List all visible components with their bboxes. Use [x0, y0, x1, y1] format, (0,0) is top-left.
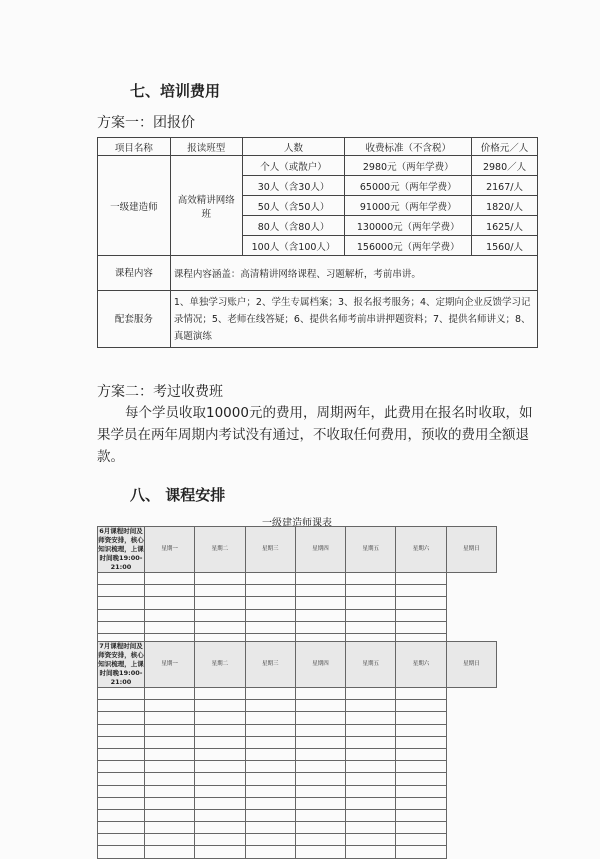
service-label: 配套服务 — [98, 291, 171, 348]
schedule-cell — [145, 809, 195, 821]
schedule-cell — [98, 846, 145, 858]
schedule-title: 一级建造师课表 — [262, 518, 332, 529]
section-8-title: 八、 课程安排 — [130, 486, 226, 504]
schedule-cell — [245, 688, 295, 700]
day-header: 星期六 — [396, 527, 446, 573]
schedule-cell — [295, 724, 345, 736]
schedule-cell — [195, 785, 245, 797]
table-row — [98, 773, 497, 785]
schedule-cell — [195, 846, 245, 858]
schedule-cell — [98, 785, 145, 797]
schedule-cell — [245, 809, 295, 821]
schedule-cell — [396, 585, 446, 597]
schedule-cell — [145, 773, 195, 785]
course-content-row — [98, 256, 538, 291]
table-row — [98, 573, 497, 585]
table-row — [98, 761, 497, 773]
schedule-cell — [396, 846, 446, 858]
fee-standard: 2980元（两年学费） — [345, 156, 472, 176]
schedule-cell — [145, 761, 195, 773]
schedule-cell — [145, 724, 195, 736]
schedule-cell — [346, 809, 396, 821]
project-name: 一级建造师 — [98, 156, 171, 256]
schedule-cell — [245, 621, 295, 633]
day-header: 星期四 — [295, 642, 345, 688]
unit-price: 1820/人 — [472, 196, 538, 216]
header-people: 人数 — [242, 138, 345, 156]
table-row — [98, 700, 497, 712]
schedule-cell — [98, 688, 145, 700]
schedule-cell — [195, 621, 245, 633]
section-7-title: 七、培训费用 — [130, 82, 221, 100]
schedule-cell — [98, 585, 145, 597]
schedule-cell — [396, 700, 446, 712]
people-count: 80人（含80人） — [242, 216, 345, 236]
day-header: 星期一 — [145, 642, 195, 688]
day-header: 星期日 — [446, 642, 496, 688]
schedule-cell — [295, 846, 345, 858]
schedule-cell — [396, 597, 446, 609]
schedule-cell — [295, 688, 345, 700]
schedule-cell — [98, 797, 145, 809]
schedule-cell — [195, 761, 245, 773]
people-count: 100人（含100人） — [242, 236, 345, 256]
schedule-cell — [396, 573, 446, 585]
july-label: 7月课程时间及师资安排，核心知识梳理，上课时间晚19:00-21:00 — [98, 642, 144, 686]
schedule-cell — [295, 736, 345, 748]
plan-2-title: 方案二：考过收费班 — [97, 384, 223, 400]
schedule-cell — [145, 736, 195, 748]
schedule-cell — [195, 712, 245, 724]
schedule-cell — [98, 573, 145, 585]
schedule-cell — [145, 609, 195, 621]
schedule-cell — [245, 773, 295, 785]
day-header: 星期五 — [346, 527, 396, 573]
schedule-cell — [295, 809, 345, 821]
schedule-cell — [98, 724, 145, 736]
day-header: 星期二 — [195, 642, 245, 688]
schedule-cell — [98, 621, 145, 633]
schedule-cell — [396, 748, 446, 760]
schedule-cell — [145, 585, 195, 597]
header-fee: 收费标准（不含税） — [345, 138, 472, 156]
schedule-july-table — [97, 641, 497, 859]
schedule-cell — [346, 597, 396, 609]
schedule-cell — [195, 585, 245, 597]
schedule-cell — [295, 573, 345, 585]
table-row — [98, 688, 497, 700]
schedule-cell — [295, 609, 345, 621]
schedule-cell — [245, 700, 295, 712]
unit-price: 1560/人 — [472, 236, 538, 256]
table-row — [98, 797, 497, 809]
schedule-cell — [245, 736, 295, 748]
schedule-cell — [145, 688, 195, 700]
schedule-cell — [295, 785, 345, 797]
schedule-cell — [195, 700, 245, 712]
schedule-cell — [245, 585, 295, 597]
fee-table-header — [98, 138, 538, 156]
schedule-cell — [98, 809, 145, 821]
header-class-type: 报读班型 — [170, 138, 242, 156]
table-row — [98, 609, 497, 621]
schedule-cell — [346, 609, 396, 621]
schedule-cell — [195, 736, 245, 748]
schedule-cell — [245, 785, 295, 797]
table-row — [98, 712, 497, 724]
schedule-cell — [346, 736, 396, 748]
schedule-cell — [346, 712, 396, 724]
schedule-cell — [396, 809, 446, 821]
schedule-cell — [195, 834, 245, 846]
schedule-cell — [245, 724, 295, 736]
schedule-cell — [145, 700, 195, 712]
schedule-cell — [98, 712, 145, 724]
schedule-cell — [396, 724, 446, 736]
schedule-cell — [346, 585, 396, 597]
schedule-cell — [396, 785, 446, 797]
schedule-cell — [195, 773, 245, 785]
schedule-cell — [145, 573, 195, 585]
schedule-cell — [245, 573, 295, 585]
schedule-cell — [396, 712, 446, 724]
header-project: 项目名称 — [98, 138, 171, 156]
schedule-cell — [396, 822, 446, 834]
table-row — [98, 736, 497, 748]
table-row — [98, 822, 497, 834]
fee-table — [97, 137, 538, 348]
day-header: 星期三 — [245, 642, 295, 688]
course-content-label: 课程内容 — [98, 256, 171, 291]
day-header: 星期日 — [446, 527, 496, 573]
schedule-cell — [195, 688, 245, 700]
schedule-cell — [195, 573, 245, 585]
schedule-cell — [98, 773, 145, 785]
schedule-cell — [195, 797, 245, 809]
schedule-cell — [346, 573, 396, 585]
schedule-cell — [396, 797, 446, 809]
unit-price: 2980／人 — [472, 156, 538, 176]
schedule-cell — [245, 748, 295, 760]
schedule-cell — [195, 822, 245, 834]
class-type: 高效精讲网络班 — [170, 156, 242, 256]
schedule-cell — [346, 748, 396, 760]
day-header: 星期五 — [346, 642, 396, 688]
schedule-cell — [396, 621, 446, 633]
schedule-cell — [195, 724, 245, 736]
table-row — [98, 585, 497, 597]
schedule-cell — [396, 773, 446, 785]
schedule-cell — [295, 597, 345, 609]
schedule-cell — [195, 609, 245, 621]
table-row — [98, 621, 497, 633]
schedule-cell — [98, 834, 145, 846]
service-text: 1、单独学习账户；2、学生专属档案；3、报名报考服务；4、定期向企业反馈学习记录情况；5、老师在线答疑；6、提供名师考前串讲押题资料；7、提供名师讲义；8、真题演练 — [170, 291, 537, 348]
schedule-cell — [98, 748, 145, 760]
schedule-cell — [195, 748, 245, 760]
table-row — [98, 846, 497, 858]
people-count: 个人（或散户） — [242, 156, 345, 176]
schedule-cell — [98, 736, 145, 748]
day-header: 星期四 — [295, 527, 345, 573]
schedule-cell — [295, 834, 345, 846]
schedule-cell — [346, 724, 396, 736]
schedule-cell — [295, 712, 345, 724]
fee-standard: 65000元（两年学费） — [345, 176, 472, 196]
table-row — [98, 834, 497, 846]
plan-1-title: 方案一：团报价 — [97, 115, 195, 131]
schedule-cell — [98, 700, 145, 712]
schedule-cell — [346, 822, 396, 834]
schedule-cell — [346, 846, 396, 858]
schedule-cell — [245, 822, 295, 834]
header-price: 价格元／人 — [472, 138, 538, 156]
schedule-cell — [145, 748, 195, 760]
unit-price: 2167/人 — [472, 176, 538, 196]
schedule-cell — [245, 797, 295, 809]
course-content-text: 课程内容涵盖：高清精讲网络课程、习题解析，考前串讲。 — [170, 256, 537, 291]
schedule-cell — [145, 846, 195, 858]
plan-2-text: 每个学员收取10000元的费用，周期两年，此费用在报名时收取，如果学员在两年周期内考试没有通过，不收取任何费用，预收的费用全额退款。 — [97, 405, 533, 465]
schedule-cell — [145, 712, 195, 724]
schedule-cell — [195, 597, 245, 609]
schedule-cell — [98, 761, 145, 773]
schedule-cell — [396, 609, 446, 621]
table-row — [98, 809, 497, 821]
schedule-cell — [245, 712, 295, 724]
fee-standard: 130000元（两年学费） — [345, 216, 472, 236]
service-row — [98, 291, 538, 348]
schedule-cell — [346, 797, 396, 809]
unit-price: 1625/人 — [472, 216, 538, 236]
schedule-cell — [295, 797, 345, 809]
table-row — [98, 156, 538, 176]
day-header: 星期一 — [145, 527, 195, 573]
schedule-cell — [245, 609, 295, 621]
schedule-cell — [295, 621, 345, 633]
schedule-cell — [145, 621, 195, 633]
schedule-cell — [98, 822, 145, 834]
schedule-cell — [346, 761, 396, 773]
schedule-cell — [396, 688, 446, 700]
schedule-cell — [396, 761, 446, 773]
schedule-cell — [295, 761, 345, 773]
schedule-cell — [98, 597, 145, 609]
schedule-cell — [295, 773, 345, 785]
schedule-cell — [245, 846, 295, 858]
day-header: 星期三 — [245, 527, 295, 573]
fee-standard: 91000元（两年学费） — [345, 196, 472, 216]
schedule-cell — [295, 748, 345, 760]
schedule-cell — [145, 834, 195, 846]
schedule-cell — [396, 736, 446, 748]
schedule-cell — [145, 822, 195, 834]
schedule-cell — [346, 773, 396, 785]
schedule-cell — [145, 785, 195, 797]
schedule-cell — [245, 834, 295, 846]
schedule-cell — [145, 797, 195, 809]
people-count: 30人（含30人） — [242, 176, 345, 196]
june-label: 6月课程时间及师资安排，核心知识梳理，上课时间晚19:00-21:00 — [98, 527, 144, 571]
schedule-cell — [295, 700, 345, 712]
table-row — [98, 724, 497, 736]
schedule-cell — [245, 761, 295, 773]
day-header: 星期二 — [195, 527, 245, 573]
schedule-cell — [245, 597, 295, 609]
schedule-cell — [346, 834, 396, 846]
schedule-cell — [295, 585, 345, 597]
table-row — [98, 785, 497, 797]
day-header: 星期六 — [396, 642, 446, 688]
schedule-cell — [195, 809, 245, 821]
schedule-cell — [145, 597, 195, 609]
schedule-cell — [98, 609, 145, 621]
schedule-cell — [346, 621, 396, 633]
fee-standard: 156000元（两年学费） — [345, 236, 472, 256]
schedule-cell — [396, 834, 446, 846]
schedule-cell — [295, 822, 345, 834]
schedule-cell — [346, 688, 396, 700]
table-row — [98, 748, 497, 760]
schedule-cell — [346, 785, 396, 797]
people-count: 50人（含50人） — [242, 196, 345, 216]
schedule-cell — [346, 700, 396, 712]
table-row — [98, 597, 497, 609]
